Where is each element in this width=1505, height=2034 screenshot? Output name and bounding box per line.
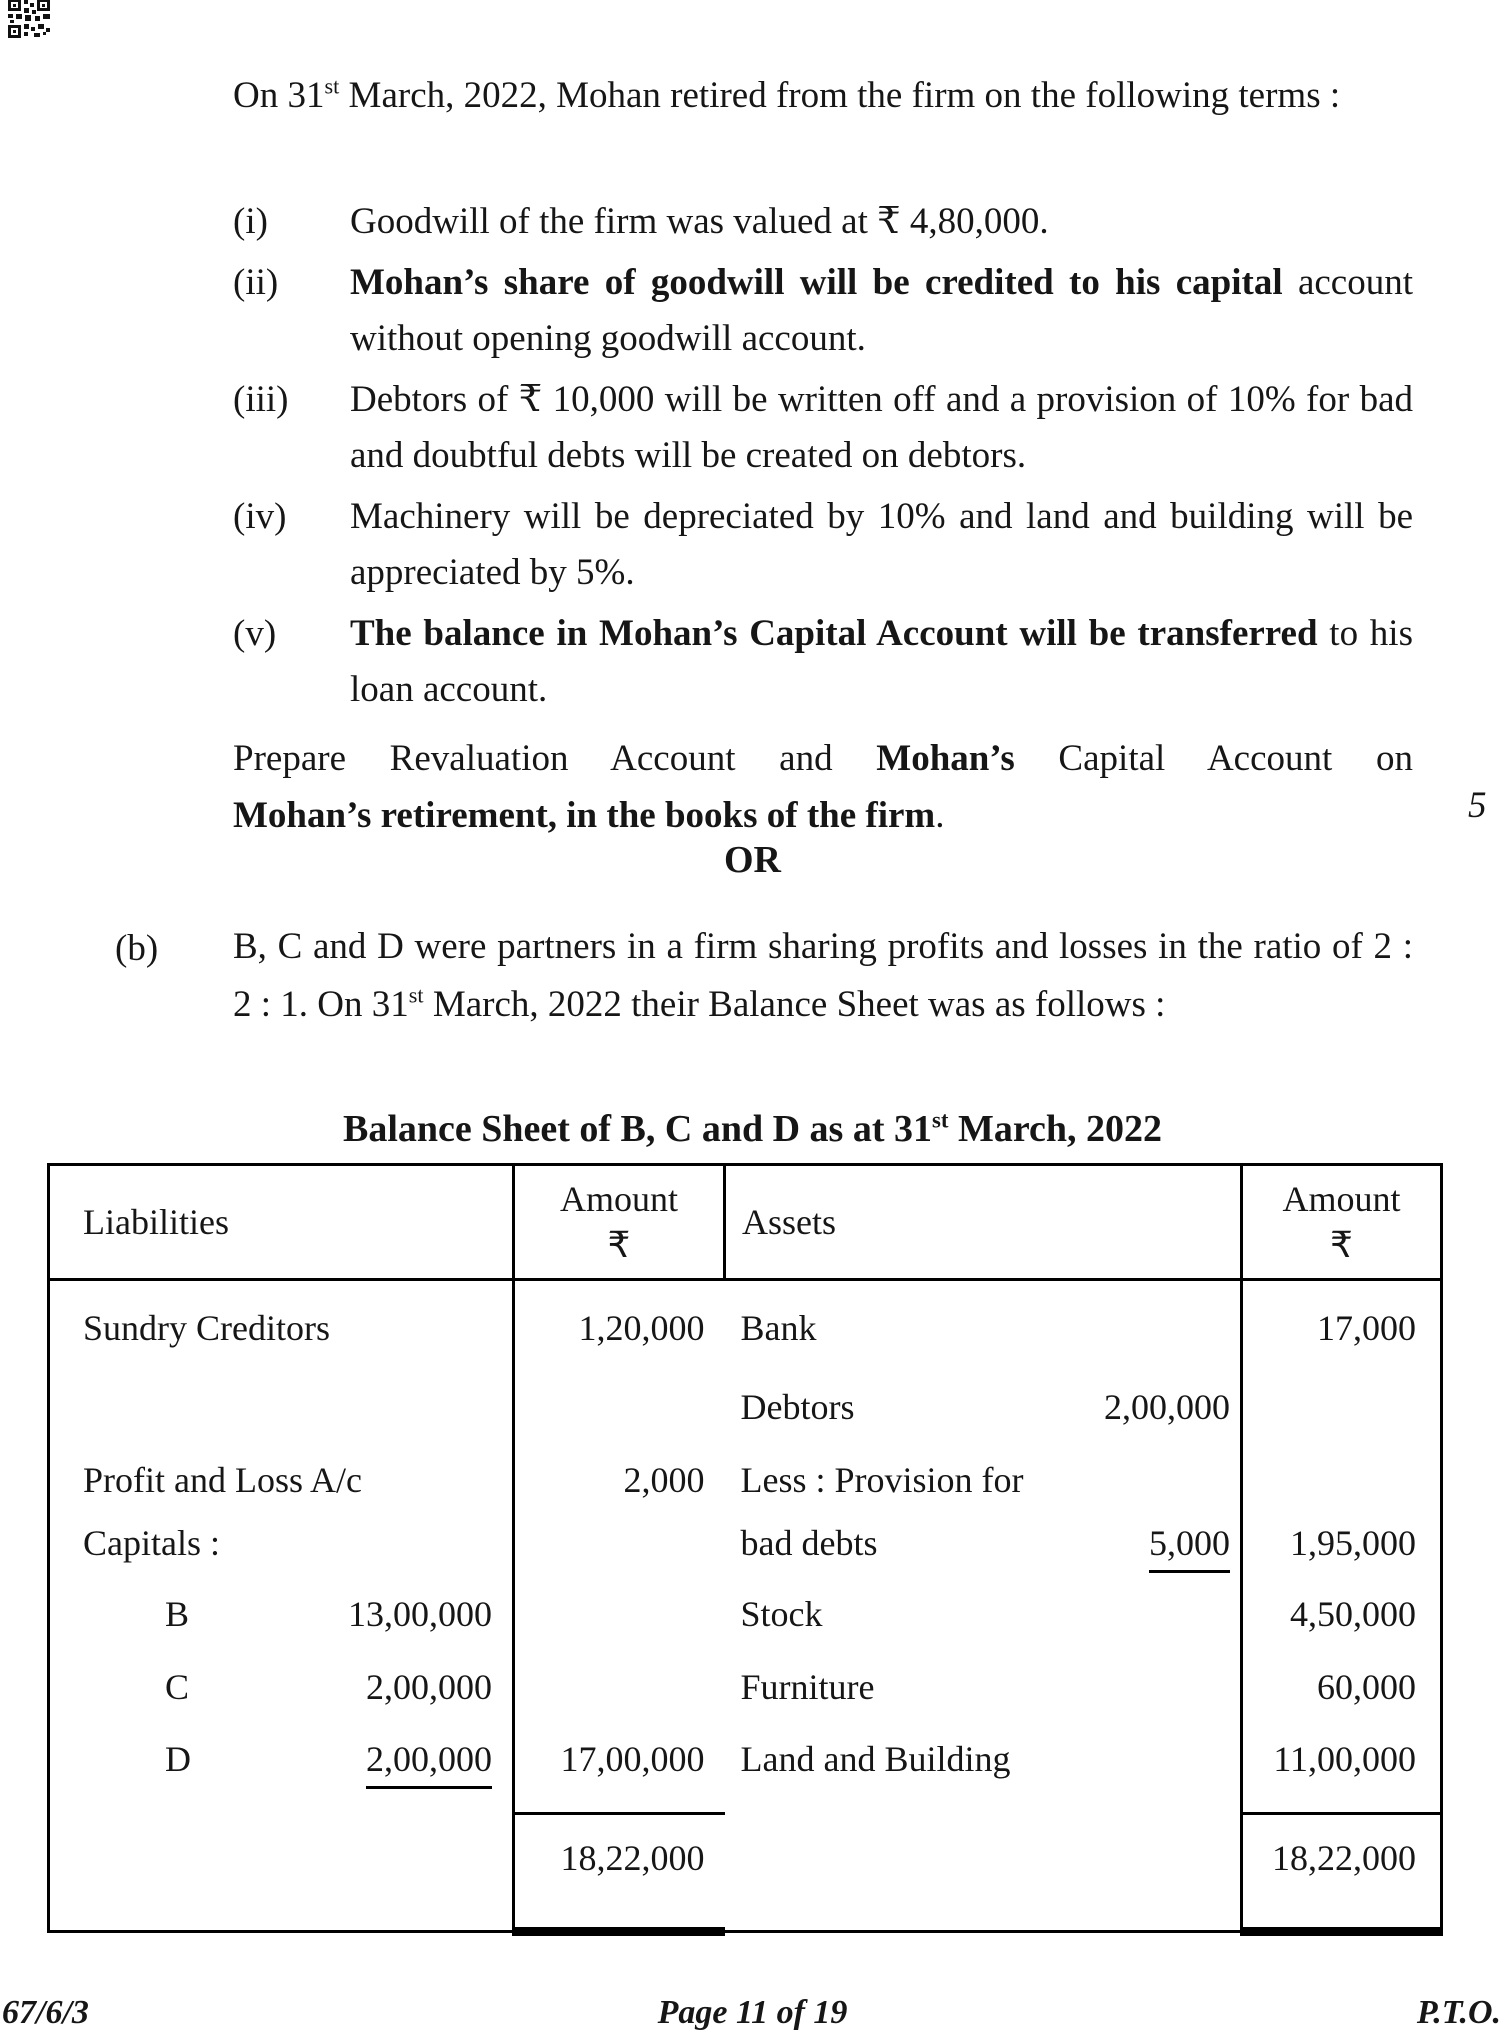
column-header-assets: Assets xyxy=(725,1165,1242,1280)
table-row xyxy=(49,1370,1442,1445)
item-run: account without opening goodwill account. xyxy=(350,262,1413,359)
closing-run: . xyxy=(935,795,945,836)
page-number: Page 11 of 19 xyxy=(657,1994,848,2031)
liabilities-total: 18,22,000 xyxy=(514,1814,725,1932)
item-run-bold: The balance in Mohan’s Capital Account will be transferred xyxy=(350,613,1318,654)
list-item xyxy=(233,194,1413,250)
item-run-bold: Mohan’s share of goodwill will be credited to his capital xyxy=(350,262,1283,303)
asset-label: Debtors xyxy=(740,1386,855,1427)
part-b-text-post: March, 2022 their Balance Sheet was as follows : xyxy=(423,984,1166,1025)
asset-label: bad debts xyxy=(740,1522,878,1563)
liability-name xyxy=(50,1579,512,1636)
liability-inner-amount-underlined: 2,00,000 xyxy=(366,1738,492,1789)
list-item xyxy=(233,606,1413,718)
asset-inner-amount: 2,00,000 xyxy=(1104,1386,1230,1427)
assets-total: 18,22,000 xyxy=(1242,1814,1442,1932)
terms-list xyxy=(233,194,1413,723)
item-number: (ii) xyxy=(233,262,279,303)
list-item xyxy=(233,372,1413,484)
intro-paragraph xyxy=(233,66,1413,125)
table-header-row xyxy=(49,1165,1442,1280)
asset-amount: 11,00,000 xyxy=(1242,1724,1442,1814)
asset-amount xyxy=(1242,1445,1442,1514)
item-text xyxy=(350,255,1413,367)
asset-name: Bank xyxy=(740,1308,817,1348)
qr-code-icon xyxy=(8,0,50,43)
closing-run-bold: Mohan’s xyxy=(876,738,1015,779)
asset-name xyxy=(725,1370,1241,1429)
part-b-label: (b) xyxy=(115,928,159,969)
list-item xyxy=(233,255,1413,367)
asset-name xyxy=(725,1814,1242,1932)
rupee-symbol: ₹ xyxy=(1330,1225,1353,1265)
pto-label: P.T.O. xyxy=(1416,1994,1501,2031)
closing-run: Capital Account on xyxy=(1014,738,1413,779)
item-number: (i) xyxy=(233,201,268,242)
asset-name: Less : Provision for xyxy=(740,1459,1024,1500)
closing-run: Prepare Revaluation Account and xyxy=(233,738,877,779)
item-text xyxy=(350,372,1413,484)
liability-name xyxy=(50,1652,512,1709)
table-row xyxy=(49,1579,1442,1652)
closing-run-bold: Mohan’s retirement, in the books of the firm xyxy=(233,795,936,836)
item-text xyxy=(350,606,1413,718)
table-row xyxy=(49,1652,1442,1724)
liability-name xyxy=(49,1370,514,1445)
column-header-amount-left xyxy=(514,1165,725,1280)
ordinal-superscript: st xyxy=(408,982,424,1008)
column-header-liabilities: Liabilities xyxy=(49,1165,514,1280)
liability-name xyxy=(49,1814,514,1932)
amount-label: Amount xyxy=(1282,1179,1401,1219)
liability-amount: 1,20,000 xyxy=(514,1280,725,1370)
item-run: to his loan account. xyxy=(350,613,1413,710)
liability-amount xyxy=(514,1514,725,1579)
paper-code: 67/6/3 xyxy=(2,1994,89,2031)
table-row xyxy=(49,1445,1442,1514)
liability-amount: 17,00,000 xyxy=(514,1724,725,1814)
asset-name: Stock xyxy=(740,1593,823,1634)
asset-name xyxy=(725,1514,1241,1574)
part-b-paragraph xyxy=(233,918,1413,1034)
title-text-pre: Balance Sheet of B, C and D as at 31 xyxy=(342,1108,932,1150)
balance-sheet-table xyxy=(47,1163,1443,1936)
asset-amount: 4,50,000 xyxy=(1242,1579,1442,1652)
asset-amount: 1,95,000 xyxy=(1242,1514,1442,1579)
liability-name xyxy=(50,1724,512,1790)
asset-amount xyxy=(1242,1370,1442,1445)
item-text xyxy=(350,489,1413,601)
list-item xyxy=(233,489,1413,601)
amount-label: Amount xyxy=(559,1179,678,1219)
liability-amount xyxy=(514,1652,725,1724)
marks-value: 5 xyxy=(1468,785,1487,826)
liability-inner-amount: 13,00,000 xyxy=(348,1593,492,1634)
table-row xyxy=(49,1280,1442,1370)
intro-text-post: March, 2022, Mohan retired from the firm on the following terms : xyxy=(339,75,1341,116)
liability-name: Sundry Creditors xyxy=(83,1308,330,1348)
item-number: (iii) xyxy=(233,379,289,420)
or-divider: OR xyxy=(724,839,781,881)
liability-amount xyxy=(514,1370,725,1445)
part-b-text-pre: B, C and D were partners in a firm sharing profits and losses in the ratio of 2 : 2 : 1. On 31 xyxy=(233,926,1413,1025)
asset-inner-amount-underlined: 5,000 xyxy=(1149,1522,1230,1573)
balance-sheet-title xyxy=(0,1107,1505,1151)
item-run: Debtors of ₹ 10,000 will be written off and a provision of 10% for bad and doubtful debts will be created on debtors. xyxy=(350,379,1413,476)
item-number: (v) xyxy=(233,613,277,654)
rupee-symbol: ₹ xyxy=(607,1225,631,1265)
liability-amount xyxy=(514,1579,725,1652)
liability-name: Capitals : xyxy=(83,1522,220,1563)
liability-amount: 2,000 xyxy=(514,1445,725,1514)
title-text-post: March, 2022 xyxy=(948,1108,1163,1150)
item-text xyxy=(350,194,1413,250)
liability-inner-amount: 2,00,000 xyxy=(366,1666,492,1707)
item-number: (iv) xyxy=(233,496,287,537)
item-run: Goodwill of the firm was valued at ₹ 4,80,000. xyxy=(350,201,1049,242)
closing-paragraph xyxy=(233,730,1413,844)
liability-name: Profit and Loss A/c xyxy=(83,1459,362,1500)
asset-amount: 60,000 xyxy=(1242,1652,1442,1724)
ordinal-superscript: st xyxy=(932,1107,949,1133)
ordinal-superscript: st xyxy=(324,73,340,99)
partner-capital-label: C xyxy=(165,1666,190,1707)
asset-name: Land and Building xyxy=(740,1738,1011,1779)
table-row xyxy=(49,1514,1442,1579)
partner-capital-label: D xyxy=(165,1738,191,1779)
closing-line-2 xyxy=(233,787,1413,844)
item-run: Machinery will be depreciated by 10% and land and building will be appreciated by 5%. xyxy=(350,496,1413,593)
asset-name: Furniture xyxy=(740,1666,875,1707)
partner-capital-label: B xyxy=(165,1593,190,1634)
column-header-amount-right xyxy=(1242,1165,1442,1280)
intro-text-pre: On 31 xyxy=(233,75,325,116)
table-total-row xyxy=(49,1814,1442,1932)
asset-amount: 17,000 xyxy=(1242,1280,1442,1370)
closing-line-1 xyxy=(233,730,1413,787)
table-row xyxy=(49,1724,1442,1814)
